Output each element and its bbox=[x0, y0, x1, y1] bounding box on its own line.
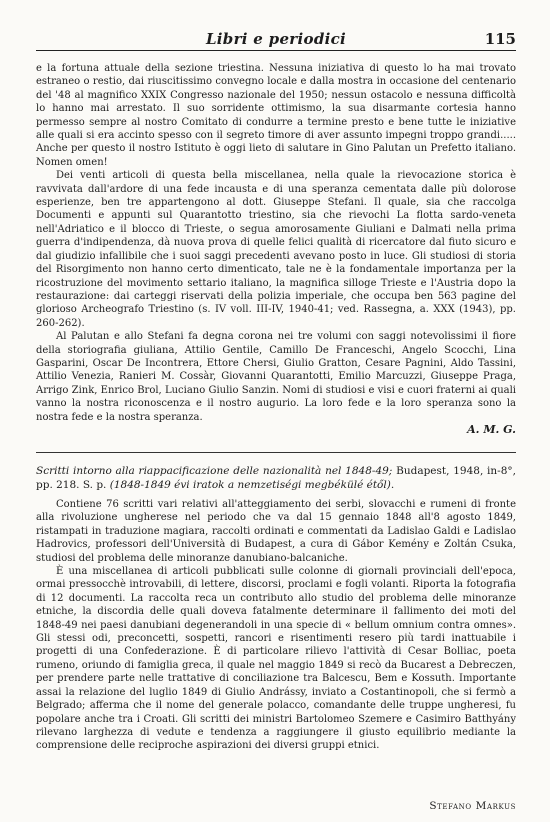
first-review-paragraph: Al Palutan e allo Stefani fa degna corona nei tre volumi con saggi notevolissimi il fiore della storiografia giuliana, Attilio Gentile, Camillo De Franceschi, Angelo Scocchi, Lina Gasparini, Oscar De Incontrera, Ettore Chersi, Giulio Gratton, Cesare Pagnini, Aldo Tassini, Attilio Venezia, Ranieri M. Cossàr, Giovanni Quarantotti, Emilio Marcuzzi, Giuseppe Praga, Arrigo Zink, Enrico Brol, Luciano Giulio Sanzin. Nomi di studiosi e visi e cuori fraterni ai quali vanno la nostra riconoscenza e il nostro augurio. La loro fede e la loro speranza sono la nostra fede e la nostra speranza. bbox=[36, 331, 516, 423]
second-review-paragraph: Contiene 76 scritti vari relativi all'atteggiamento dei serbi, slovacchi e rumeni di fronte alla rivoluzione ungherese nel periodo che va dal 15 gennaio 1848 all'8 agosto 1849, ristampati in traduzione magiara, raccolti ordinati e commentati da Ladislao Galdi e Ladislao Hadrovics, professori dell'Università di Budapest, a cura di Gábor Kemény e Zoltán Csuka, studiosi del problema delle minoranze danubiano-balcaniche. bbox=[36, 499, 516, 564]
book-citation bbox=[36, 464, 516, 492]
citation-title: Scritti intorno alla riappacificazione delle nazionalità nel 1848-49; bbox=[36, 465, 393, 477]
second-review-signature: Stefano Markus bbox=[429, 800, 516, 812]
first-review bbox=[36, 62, 516, 436]
page-number: 115 bbox=[484, 30, 516, 48]
first-review-signature: A. M. G. bbox=[467, 422, 516, 436]
running-title: Libri e periodici bbox=[205, 30, 347, 48]
running-header bbox=[36, 28, 516, 51]
section-divider bbox=[36, 452, 516, 453]
second-review-paragraph: È una miscellanea di articoli pubblicati sulle colonne di giornali provinciali dell'epoca, ormai pressocchè introvabili, di lettere, discorsi, proclami e fogli volanti. Riporta la fotografia di 12 documenti. La raccolta reca un contributo allo studio del problema delle minoranze etniche, la discordia delle quali doveva fatalmente determinare il fallimento dei moti del 1848-49 nei paesi danubiani degenerandoli in una specie di « bellum omnium contra omnes». Gli stessi odi, preconcetti, sospetti, rancori e risentimenti resero più tardi inattuabile i progetti di una Confederazione. È di particolare rilievo l'attività di Cesar Bolliac, poeta rumeno, oriundo di famiglia greca, il quale nel maggio 1849 si recò da Bucarest a Debreczen, per prendere parte nelle trattative di conciliazione tra Balcescu, Bem e Kossuth. Importante assai la relazione del luglio 1849 di Giulio Andrássy, inviato a Costantinopoli, che si fermò a Belgrado; afferma che il nome del generale polacco, comandante delle truppe ungheresi, fu popolare anche tra i Croati. Gli scritti dei ministri Bartolomeo Szemere e Casimiro Batthyány rilevano larghezza di vedute e tendenza a raggiungere il giusto equilibrio mediante la comprensione delle reciproche aspirazioni dei diversi gruppi etnici. bbox=[36, 566, 516, 752]
citation-subtitle: (1848-1849 évi iratok a nemzetiségi megbékülé étől). bbox=[109, 479, 395, 491]
second-review bbox=[36, 464, 516, 753]
first-review-paragraph: e la fortuna attuale della sezione triestina. Nessuna iniziativa di questo lo ha mai trovato estraneo o restio, dai riuscitissimo convegno locale e dalla mostra in occasione del centenario del '48 al magnifico XXIX Congresso nazionale del 1950; nessun ostacolo e nessuna difficoltà lo hanno mai arrestato. Il suo sorridente ottimismo, la sua disarmante cortesia hanno permesso sempre al nostro Comitato di condurre a termine presto e bene tutte le iniziative alle quali si era accinto spesso con il segreto timore di aver assunto impegni troppo grandi..... Anche per questo il nostro Istituto è oggi lieto di salutare in Gino Palutan un Prefetto italiano. Nomen omen! bbox=[36, 63, 516, 168]
first-review-paragraph: Dei venti articoli di questa bella miscellanea, nella quale la rievocazione storica è ravvivata dall'ardore di una fede incausta e di una speranza cementata dalle più dolorose esperienze, ben tre appartengono al dott. Giuseppe Stefani. Il quale, sia che raccolga Documenti e appunti sul Quarantotto triestino, sia che rievochi La flotta sardo-veneta nell'Adriatico e il blocco di Trieste, o segua amorosamente Giuliani e Dalmati nella prima guerra d'indipendenza, dà nuova prova di quelle felici qualità di ricercatore dal fiuto sicuro e dal giudizio infallibile che i suoi saggi precedenti avevano posto in luce. Gli studiosi di storia del Risorgimento non hanno certo dimenticato, tale ne è la fondamentale importanza per la ricostruzione del movimento settario italiano, la magnifica silloge Trieste e l'Austria dopo la restaurazione: dai carteggi riservati della polizia imperiale, che occupa ben 563 pagine del glorioso Archeografo Triestino (s. IV voll. III-IV, 1940-41; ved. Rassegna, a. XXX (1943), pp. 260-262). bbox=[36, 170, 516, 329]
citation-details: Budapest, 1948, in-8°, pp. 218. S. p. bbox=[36, 465, 516, 491]
